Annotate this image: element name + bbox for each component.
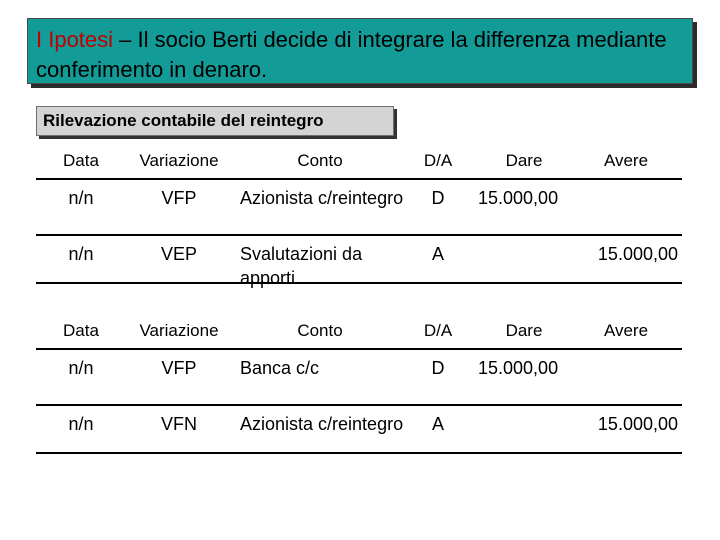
- cell-data: n/n: [68, 414, 94, 434]
- journal-table-1: [36, 146, 682, 288]
- cell-variazione: VFP: [161, 358, 197, 378]
- title-highlight: I Ipotesi: [36, 27, 114, 52]
- table-row: [36, 236, 682, 288]
- header-da: D/A: [423, 151, 453, 170]
- cell-variazione: VFN: [161, 414, 197, 434]
- header-da: D/A: [423, 321, 453, 340]
- cell-conto: Azionista c/reintegro: [240, 188, 404, 208]
- section-subtitle: Rilevazione contabile del reintegro: [36, 106, 394, 136]
- header-variazione: Variazione: [139, 151, 219, 170]
- header-dare: Dare: [505, 151, 543, 170]
- cell-da: A: [431, 244, 444, 264]
- cell-avere: 15.000,00: [597, 414, 678, 434]
- header-variazione: Variazione: [139, 321, 219, 340]
- header-avere: Avere: [603, 151, 649, 170]
- cell-data: n/n: [68, 358, 94, 378]
- title-text: – Il socio Berti decide di integrare la differenza mediante conferimento in denaro.: [36, 27, 667, 82]
- cell-variazione: VEP: [160, 244, 198, 264]
- header-data: Data: [63, 151, 99, 170]
- table-header: [36, 146, 682, 180]
- header-conto: Conto: [297, 321, 343, 340]
- cell-data: n/n: [68, 244, 94, 264]
- header-conto: Conto: [297, 151, 343, 170]
- cell-da: A: [431, 414, 444, 434]
- cell-avere: 15.000,00: [597, 244, 678, 264]
- cell-dare: 15.000,00: [478, 188, 559, 208]
- cell-data: n/n: [68, 188, 94, 208]
- cell-conto: Azionista c/reintegro: [240, 414, 404, 434]
- table-row: [36, 406, 682, 454]
- header-avere: Avere: [603, 321, 649, 340]
- header-dare: Dare: [505, 321, 543, 340]
- cell-variazione: VFP: [161, 188, 197, 208]
- table-header: [36, 316, 682, 350]
- cell-conto: Svalutazioni da apporti: [240, 244, 363, 288]
- cell-da: D: [431, 358, 445, 378]
- slide-title: [27, 18, 693, 84]
- table-row: [36, 350, 682, 406]
- cell-dare: 15.000,00: [478, 358, 559, 378]
- cell-da: D: [431, 188, 445, 208]
- table-row: [36, 180, 682, 236]
- journal-table-2: [36, 316, 682, 454]
- header-data: Data: [63, 321, 99, 340]
- cell-conto: Banca c/c: [240, 358, 320, 378]
